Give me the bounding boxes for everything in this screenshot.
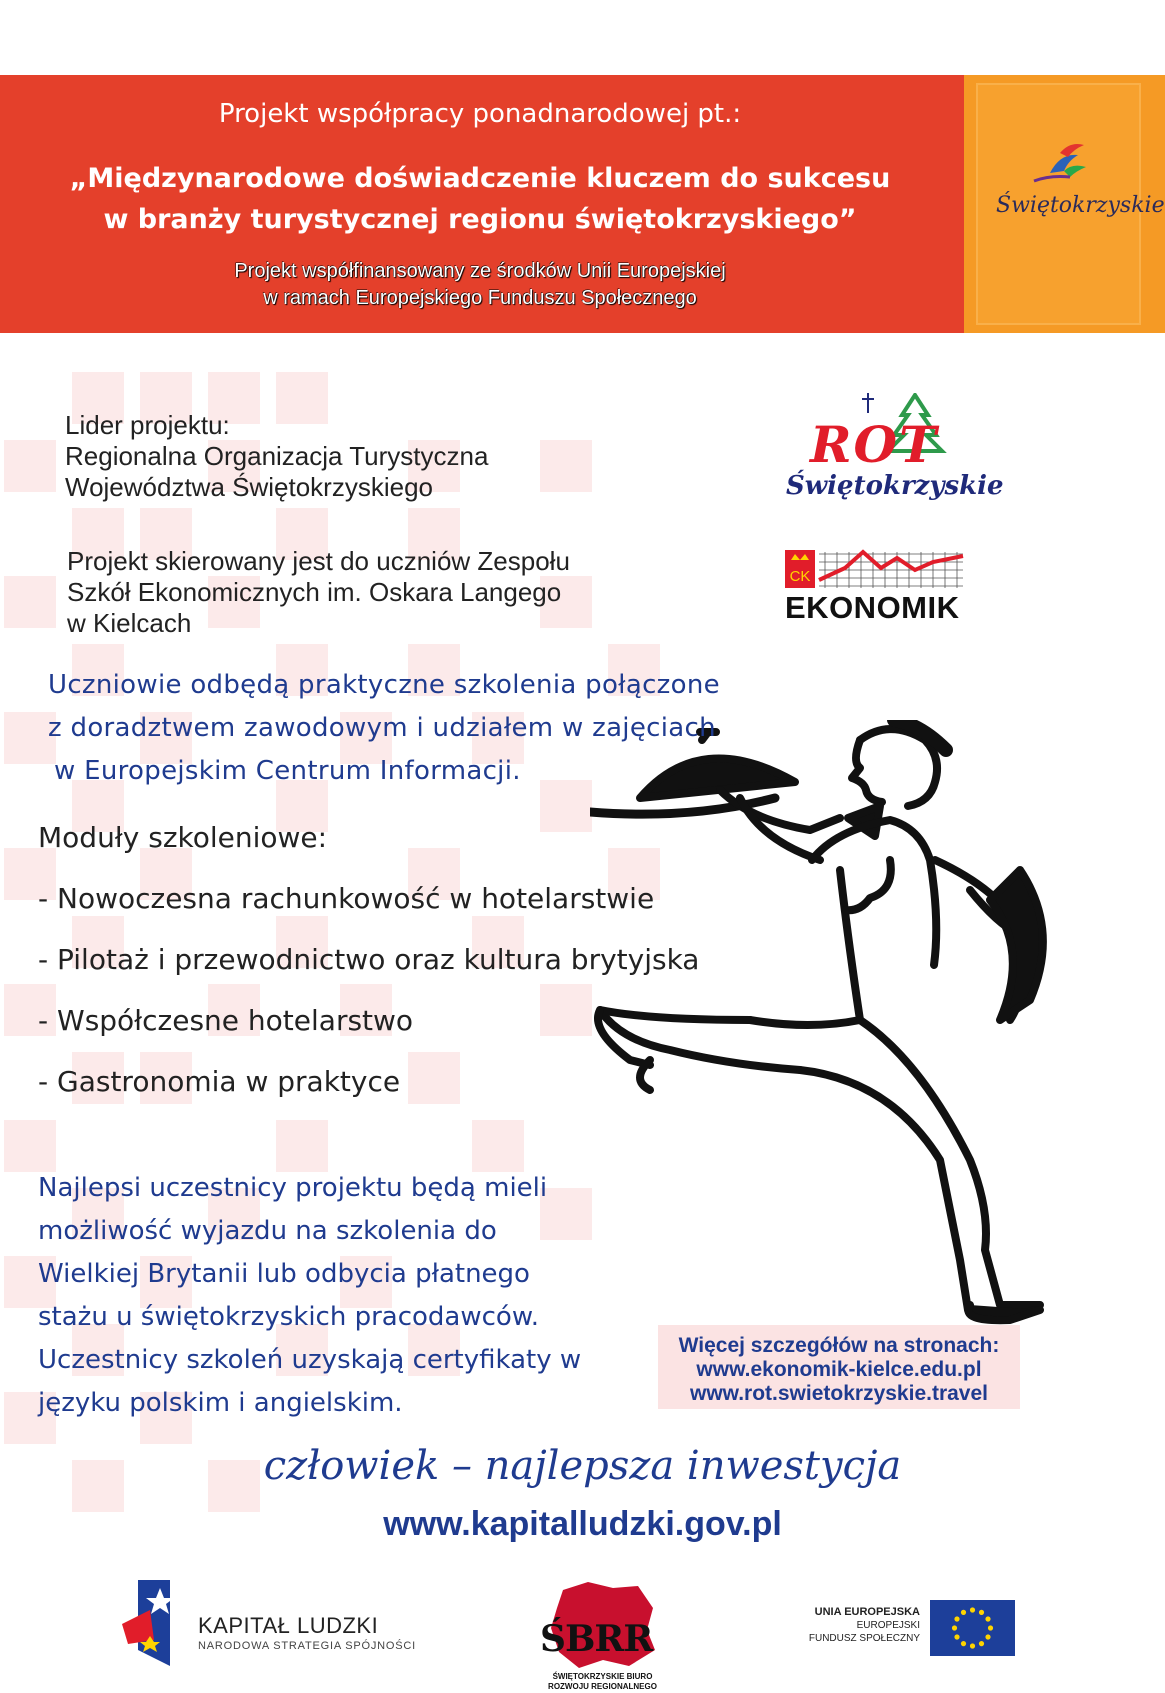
- module-item-3: - Współczesne hotelarstwo: [38, 1004, 414, 1037]
- kapital-ludzki-emblem-icon: [120, 1580, 190, 1670]
- rot-logo-word: ROT: [810, 415, 939, 474]
- module-item-4: - Gastronomia w praktyce: [38, 1065, 401, 1098]
- sbrr-logo-word: ŚBRR: [540, 1618, 653, 1660]
- ekonomik-chart-icon: [785, 548, 970, 592]
- kapitalludzki-website-link[interactable]: www.kapitalludzki.gov.pl: [383, 1505, 782, 1543]
- project-type-line: Projekt współpracy ponadnarodowej pt.:: [218, 99, 742, 129]
- eu-flag-icon: [930, 1600, 1015, 1656]
- target-line2: Szkół Ekonomicznych im. Oskara Langego: [67, 577, 562, 607]
- eu-logo-line1: UNIA EUROPEJSKA: [814, 1606, 920, 1618]
- kapital-ludzki-logo: [120, 1580, 420, 1670]
- project-title-line1: „Międzynarodowe doświadczenie kluczem do sukcesu: [69, 163, 891, 194]
- sbrr-subtitle: [535, 1672, 670, 1692]
- kapital-ludzki-subtitle: NARODOWA STRATEGIA SPÓJNOŚCI: [198, 1640, 416, 1652]
- intro-line2: z doradztwem zawodowym i udziałem w zajęciach: [48, 713, 716, 743]
- modules-heading: Moduły szkoleniowe:: [38, 821, 328, 854]
- cofinancing-line2: w ramach Europejskiego Funduszu Społecznego: [263, 287, 697, 309]
- rot-logo: [780, 393, 1004, 503]
- more-details-box: [658, 1325, 1020, 1409]
- ekonomik-badge-text: CK: [789, 568, 811, 585]
- intro-line3: w Europejskim Centrum Informacji.: [54, 756, 521, 786]
- eu-logo-line2: EUROPEJSKI: [856, 1620, 920, 1631]
- target-group: [67, 546, 570, 639]
- waiter-illustration: [590, 720, 1135, 1325]
- best-line2: możliwość wyjazdu na szkolenia do: [38, 1216, 497, 1246]
- region-logo-inner: [976, 83, 1165, 325]
- intro-text: [48, 664, 720, 793]
- target-line3: w Kielcach: [67, 608, 192, 638]
- leader-label: Lider projektu:: [65, 410, 230, 440]
- module-item-1: - Nowoczesna rachunkowość w hotelarstwie: [38, 882, 655, 915]
- module-item-2: - Pilotaż i przewodnictwo oraz kultura brytyjska: [38, 943, 700, 976]
- ekonomik-logo: [785, 548, 970, 625]
- region-bird-icon: [1020, 133, 1100, 193]
- best-line5: Uczestnicy szkoleń uzyskają certyfikaty w: [38, 1345, 582, 1375]
- eu-logo-text: [790, 1606, 920, 1645]
- eu-logo-line3: FUNDUSZ SPOŁECZNY: [808, 1633, 920, 1644]
- eu-social-fund-logo: [790, 1600, 1020, 1660]
- best-line4: stażu u świętokrzyskich pracodawców.: [38, 1302, 539, 1332]
- leader-name-line1: Regionalna Organizacja Turystyczna: [65, 441, 489, 471]
- leader-name-line2: Województwa Świętokrzyskiego: [65, 472, 433, 502]
- best-participants-text: [38, 1167, 581, 1425]
- ekonomik-logo-word: EKONOMIK: [785, 590, 960, 625]
- project-title: [0, 158, 960, 240]
- intro-line1: Uczniowie odbędą praktyczne szkolenia połączone: [48, 670, 720, 700]
- kapital-ludzki-name: KAPITAŁ LUDZKI: [198, 1613, 379, 1638]
- best-line3: Wielkiej Brytanii lub odbycia płatnego: [38, 1259, 530, 1289]
- sbrr-subtitle-line1: ŚWIĘTOKRZYSKIE BIURO: [552, 1672, 653, 1681]
- sbrr-logo: [535, 1580, 670, 1690]
- region-logo-box: [964, 75, 1165, 333]
- cross-icon: [860, 393, 876, 413]
- sbrr-subtitle-line2: ROZWOJU REGIONALNEGO: [548, 1682, 657, 1691]
- link-rot[interactable]: www.rot.swietokrzyskie.travel: [689, 1382, 988, 1405]
- slogan: człowiek – najlepsza inwestycja: [263, 1443, 902, 1489]
- rot-logo-region: Świętokrzyskie: [786, 471, 1004, 501]
- eu-stars-icon: [930, 1600, 1015, 1656]
- cofinancing-line1: Projekt współfinansowany ze środków Unii Europejskiej: [234, 260, 726, 282]
- best-line1: Najlepsi uczestnicy projektu będą mieli: [38, 1173, 548, 1203]
- cofinancing-note: [0, 258, 960, 312]
- target-line1: Projekt skierowany jest do uczniów Zespołu: [67, 546, 570, 576]
- header-banner: [0, 75, 1165, 333]
- region-logo-text: Świętokrzyskie: [996, 193, 1165, 218]
- more-details-heading: Więcej szczegółów na stronach:: [678, 1334, 1000, 1357]
- best-line6: języku polskim i angielskim.: [38, 1388, 403, 1418]
- project-title-line2: w branży turystycznej regionu świętokrzyskiego”: [103, 204, 857, 235]
- link-ekonomik[interactable]: www.ekonomik-kielce.edu.pl: [696, 1358, 982, 1381]
- project-leader: [65, 410, 488, 503]
